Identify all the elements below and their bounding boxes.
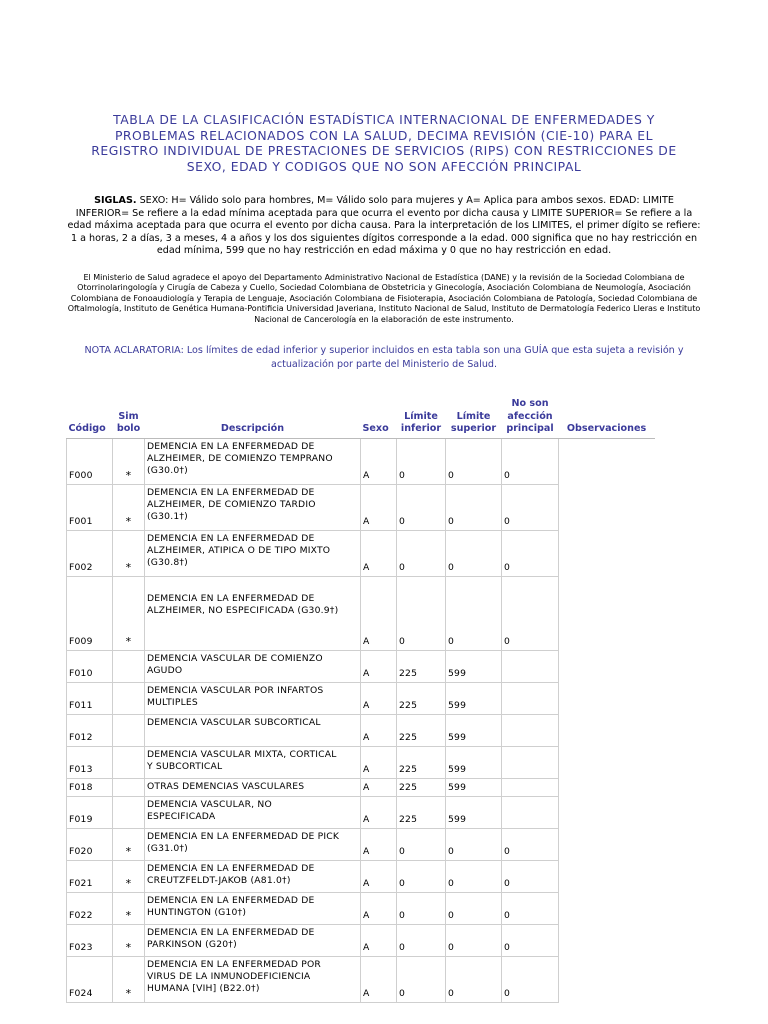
description-line: OTRAS DEMENCIAS VASCULARES	[147, 780, 305, 792]
cell-limite-superior: 599	[446, 650, 502, 682]
cell-sexo: A	[361, 484, 397, 530]
cell-sexo: A	[361, 892, 397, 924]
cell-simbolo: *	[113, 892, 145, 924]
cell-limite-superior: 599	[446, 796, 502, 828]
cell-no-afeccion: 0	[502, 828, 559, 860]
cell-limite-inferior: 0	[397, 924, 446, 956]
cell-limite-inferior: 225	[397, 778, 446, 796]
cell-limite-inferior: 0	[397, 576, 446, 650]
cell-codigo: F024	[67, 956, 113, 1002]
cell-sexo: A	[361, 530, 397, 576]
cell-limite-inferior: 225	[397, 650, 446, 682]
cell-sexo: A	[361, 576, 397, 650]
cell-codigo: F002	[67, 530, 113, 576]
cell-observaciones	[559, 682, 655, 714]
cell-observaciones	[559, 650, 655, 682]
cell-simbolo	[113, 796, 145, 828]
cell-limite-superior: 599	[446, 714, 502, 746]
header-observaciones: Observaciones	[559, 398, 655, 438]
header-no-afeccion-principal: No son afección principal	[502, 398, 559, 438]
cell-limite-superior: 0	[446, 484, 502, 530]
cell-limite-superior: 599	[446, 682, 502, 714]
cell-sexo: A	[361, 438, 397, 484]
cell-observaciones	[559, 892, 655, 924]
table-row	[67, 828, 655, 860]
description-line: HUMANA [VIH] (B22.0†)	[147, 982, 260, 994]
cell-no-afeccion: 0	[502, 530, 559, 576]
cell-descripcion	[145, 892, 361, 924]
description-line: DEMENCIA VASCULAR, NO	[147, 798, 272, 810]
description-line: DEMENCIA EN LA ENFERMEDAD DE	[147, 532, 315, 544]
cell-no-afeccion: 0	[502, 438, 559, 484]
cell-descripcion	[145, 576, 361, 650]
cell-simbolo	[113, 778, 145, 796]
description-line: DEMENCIA EN LA ENFERMEDAD DE PICK	[147, 830, 340, 842]
header-descripcion: Descripción	[145, 398, 361, 438]
cell-simbolo: *	[113, 828, 145, 860]
description-line: ALZHEIMER, ATIPICA O DE TIPO MIXTO	[147, 544, 331, 556]
cell-no-afeccion	[502, 778, 559, 796]
description-line: ESPECIFICADA	[147, 810, 216, 822]
cell-codigo: F001	[67, 484, 113, 530]
cell-limite-inferior: 225	[397, 796, 446, 828]
cell-limite-inferior: 0	[397, 828, 446, 860]
cell-limite-inferior: 0	[397, 860, 446, 892]
cell-observaciones	[559, 530, 655, 576]
cell-limite-inferior: 225	[397, 746, 446, 778]
description-line: DEMENCIA EN LA ENFERMEDAD DE	[147, 894, 315, 906]
table-row	[67, 682, 655, 714]
cell-codigo: F012	[67, 714, 113, 746]
header-sexo: Sexo	[361, 398, 397, 438]
table-row	[67, 746, 655, 778]
cell-simbolo: *	[113, 530, 145, 576]
cell-limite-superior: 0	[446, 860, 502, 892]
cell-codigo: F019	[67, 796, 113, 828]
cell-sexo: A	[361, 860, 397, 892]
description-line: PARKINSON (G20†)	[147, 938, 237, 950]
cell-limite-superior: 0	[446, 956, 502, 1002]
header-codigo: Código	[67, 398, 113, 438]
description-line: Y SUBCORTICAL	[147, 760, 223, 772]
cell-simbolo	[113, 714, 145, 746]
table-row	[67, 892, 655, 924]
cell-simbolo: *	[113, 956, 145, 1002]
cell-codigo: F018	[67, 778, 113, 796]
description-line: AGUDO	[147, 664, 183, 676]
cell-no-afeccion: 0	[502, 484, 559, 530]
cell-codigo: F013	[67, 746, 113, 778]
description-line: (G31.0†)	[147, 842, 188, 854]
cell-sexo: A	[361, 746, 397, 778]
cell-descripcion	[145, 796, 361, 828]
cell-no-afeccion	[502, 714, 559, 746]
table-header-row	[67, 398, 655, 438]
table-row	[67, 796, 655, 828]
description-line: DEMENCIA VASCULAR MIXTA, CORTICAL	[147, 748, 337, 760]
cell-simbolo: *	[113, 438, 145, 484]
clarifying-note: NOTA ACLARATORIA: Los límites de edad inferior y superior incluidos en esta tabla son una GUÍA que esta sujeta a revisión y actualización por parte del Ministerio de Salud.	[84, 345, 684, 370]
cell-sexo: A	[361, 682, 397, 714]
table-row	[67, 576, 655, 650]
cell-descripcion	[145, 828, 361, 860]
description-line: DEMENCIA EN LA ENFERMEDAD DE	[147, 862, 315, 874]
siglas-paragraph	[66, 195, 702, 258]
siglas-text: SEXO: H= Válido solo para hombres, M= Válido solo para mujeres y A= Aplica para ambos sexos. EDAD: LIMITE INFERIOR= Se refiere a la edad mínima aceptada para que ocurra el evento por dicha causa y LIMITE SUPERIOR= Se refiere a la edad máxima aceptada para que ocurra el evento por dicha causa. Para la interpretación de los LIMITES, el primer dígito se refiere: 1 a horas, 2 a días, 3 a meses, 4 a años y los dos siguientes dígitos corresponde a la edad. 000 significa que no hay restricción en edad mínima, 599 que no hay restricción en edad máxima y 0 que no hay restricción en edad.	[67, 195, 701, 257]
cell-limite-superior: 0	[446, 576, 502, 650]
cell-codigo: F011	[67, 682, 113, 714]
cell-no-afeccion: 0	[502, 892, 559, 924]
cell-codigo: F020	[67, 828, 113, 860]
cell-limite-superior: 0	[446, 530, 502, 576]
cell-observaciones	[559, 746, 655, 778]
table-row	[67, 438, 655, 484]
cell-no-afeccion	[502, 650, 559, 682]
description-line: (G30.0†)	[147, 464, 188, 476]
cell-simbolo	[113, 746, 145, 778]
cell-limite-superior: 599	[446, 746, 502, 778]
cell-descripcion	[145, 778, 361, 796]
cell-limite-superior: 0	[446, 828, 502, 860]
cell-codigo: F022	[67, 892, 113, 924]
cell-descripcion	[145, 484, 361, 530]
description-line: CREUTZFELDT-JAKOB (A81.0†)	[147, 874, 291, 886]
cell-limite-inferior: 0	[397, 438, 446, 484]
cell-observaciones	[559, 484, 655, 530]
cell-limite-inferior: 0	[397, 956, 446, 1002]
cell-sexo: A	[361, 778, 397, 796]
cell-no-afeccion: 0	[502, 860, 559, 892]
cell-observaciones	[559, 828, 655, 860]
cell-observaciones	[559, 778, 655, 796]
cell-sexo: A	[361, 924, 397, 956]
description-line: DEMENCIA VASCULAR DE COMIENZO	[147, 652, 323, 664]
description-line: HUNTINGTON (G10†)	[147, 906, 247, 918]
description-line: (G30.8†)	[147, 556, 188, 568]
cell-limite-superior: 0	[446, 438, 502, 484]
description-line: MULTIPLES	[147, 696, 198, 708]
cell-simbolo: *	[113, 484, 145, 530]
cell-no-afeccion: 0	[502, 576, 559, 650]
description-line: DEMENCIA VASCULAR SUBCORTICAL	[147, 716, 321, 728]
description-line: DEMENCIA EN LA ENFERMEDAD DE	[147, 926, 315, 938]
header-limite-inferior: Límite inferior	[397, 398, 446, 438]
table-row	[67, 924, 655, 956]
diagnosis-table	[66, 398, 655, 1003]
cell-limite-superior: 599	[446, 778, 502, 796]
table-row	[67, 714, 655, 746]
cell-codigo: F021	[67, 860, 113, 892]
cell-descripcion	[145, 746, 361, 778]
document-title: TABLA DE LA CLASIFICACIÓN ESTADÍSTICA INTERNACIONAL DE ENFERMEDADES Y PROBLEMAS RELACIONADOS CON LA SALUD, DECIMA REVISIÓN (CIE-10) PARA EL REGISTRO INDIVIDUAL DE PRESTACIONES DE SERVICIOS (RIPS) CON RESTRICCIONES DE SEXO, EDAD Y CODIGOS QUE NO SON AFECCIÓN PRINCIPAL	[91, 112, 677, 174]
cell-simbolo: *	[113, 924, 145, 956]
cell-simbolo	[113, 682, 145, 714]
cell-sexo: A	[361, 828, 397, 860]
table-row	[67, 530, 655, 576]
cell-limite-inferior: 0	[397, 484, 446, 530]
description-line: ALZHEIMER, DE COMIENZO TARDIO	[147, 498, 316, 510]
description-line: ALZHEIMER, NO ESPECIFICADA (G30.9†)	[147, 604, 339, 616]
cell-observaciones	[559, 956, 655, 1002]
cell-no-afeccion	[502, 746, 559, 778]
description-line: DEMENCIA EN LA ENFERMEDAD DE	[147, 440, 315, 452]
cell-descripcion	[145, 956, 361, 1002]
description-line: DEMENCIA EN LA ENFERMEDAD DE	[147, 486, 315, 498]
cell-descripcion	[145, 530, 361, 576]
table-row	[67, 650, 655, 682]
acknowledgements: El Ministerio de Salud agradece el apoyo del Departamento Administrativo Nacional de Estadística (DANE) y la revisión de la Sociedad Colombiana de Otorrinolaringología y Cirugía de Cabeza y Cuello, Sociedad Colombiana de Obstetricia y Ginecología, Asociación Colombiana de Neumología, Asociación Colombiana de Fonoaudiología y Terapia de Lenguaje, Asociación Colombiana de Fisioterapia, Asociación Colombiana de Patología, Sociedad Colombiana de Oftalmología, Instituto de Genética Humana-Pontificia Universidad Javeriana, Instituto Nacional de Salud, Instituto de Dermatología Federico Lleras e Instituto Nacional de Cancerología en la elaboración de este instrumento.	[67, 273, 701, 324]
cell-codigo: F010	[67, 650, 113, 682]
cell-codigo: F023	[67, 924, 113, 956]
cell-limite-superior: 0	[446, 924, 502, 956]
description-line: DEMENCIA EN LA ENFERMEDAD DE	[147, 592, 315, 604]
cell-simbolo: *	[113, 860, 145, 892]
cell-limite-superior: 0	[446, 892, 502, 924]
description-line: (G30.1†)	[147, 510, 188, 522]
cell-simbolo: *	[113, 576, 145, 650]
cell-observaciones	[559, 860, 655, 892]
cell-codigo: F000	[67, 438, 113, 484]
table-row	[67, 484, 655, 530]
cell-descripcion	[145, 682, 361, 714]
cell-descripcion	[145, 714, 361, 746]
description-line: ALZHEIMER, DE COMIENZO TEMPRANO	[147, 452, 333, 464]
cell-sexo: A	[361, 650, 397, 682]
cell-no-afeccion: 0	[502, 924, 559, 956]
table-row	[67, 956, 655, 1002]
cell-limite-inferior: 225	[397, 714, 446, 746]
cell-observaciones	[559, 576, 655, 650]
cell-sexo: A	[361, 796, 397, 828]
cell-sexo: A	[361, 714, 397, 746]
cell-observaciones	[559, 796, 655, 828]
siglas-label: SIGLAS.	[94, 195, 137, 206]
cell-limite-inferior: 225	[397, 682, 446, 714]
table-row	[67, 860, 655, 892]
cell-descripcion	[145, 924, 361, 956]
cell-no-afeccion: 0	[502, 956, 559, 1002]
cell-no-afeccion	[502, 796, 559, 828]
cell-sexo: A	[361, 956, 397, 1002]
cell-descripcion	[145, 860, 361, 892]
table-row	[67, 778, 655, 796]
description-line: DEMENCIA VASCULAR POR INFARTOS	[147, 684, 324, 696]
cell-codigo: F009	[67, 576, 113, 650]
header-limite-superior: Límite superior	[446, 398, 502, 438]
cell-observaciones	[559, 438, 655, 484]
cell-observaciones	[559, 714, 655, 746]
cell-limite-inferior: 0	[397, 892, 446, 924]
cell-observaciones	[559, 924, 655, 956]
cell-descripcion	[145, 438, 361, 484]
cell-simbolo	[113, 650, 145, 682]
cell-descripcion	[145, 650, 361, 682]
header-simbolo: Sim bolo	[113, 398, 145, 438]
cell-limite-inferior: 0	[397, 530, 446, 576]
description-line: VIRUS DE LA INMUNODEFICIENCIA	[147, 970, 311, 982]
description-line: DEMENCIA EN LA ENFERMEDAD POR	[147, 958, 321, 970]
cell-no-afeccion	[502, 682, 559, 714]
